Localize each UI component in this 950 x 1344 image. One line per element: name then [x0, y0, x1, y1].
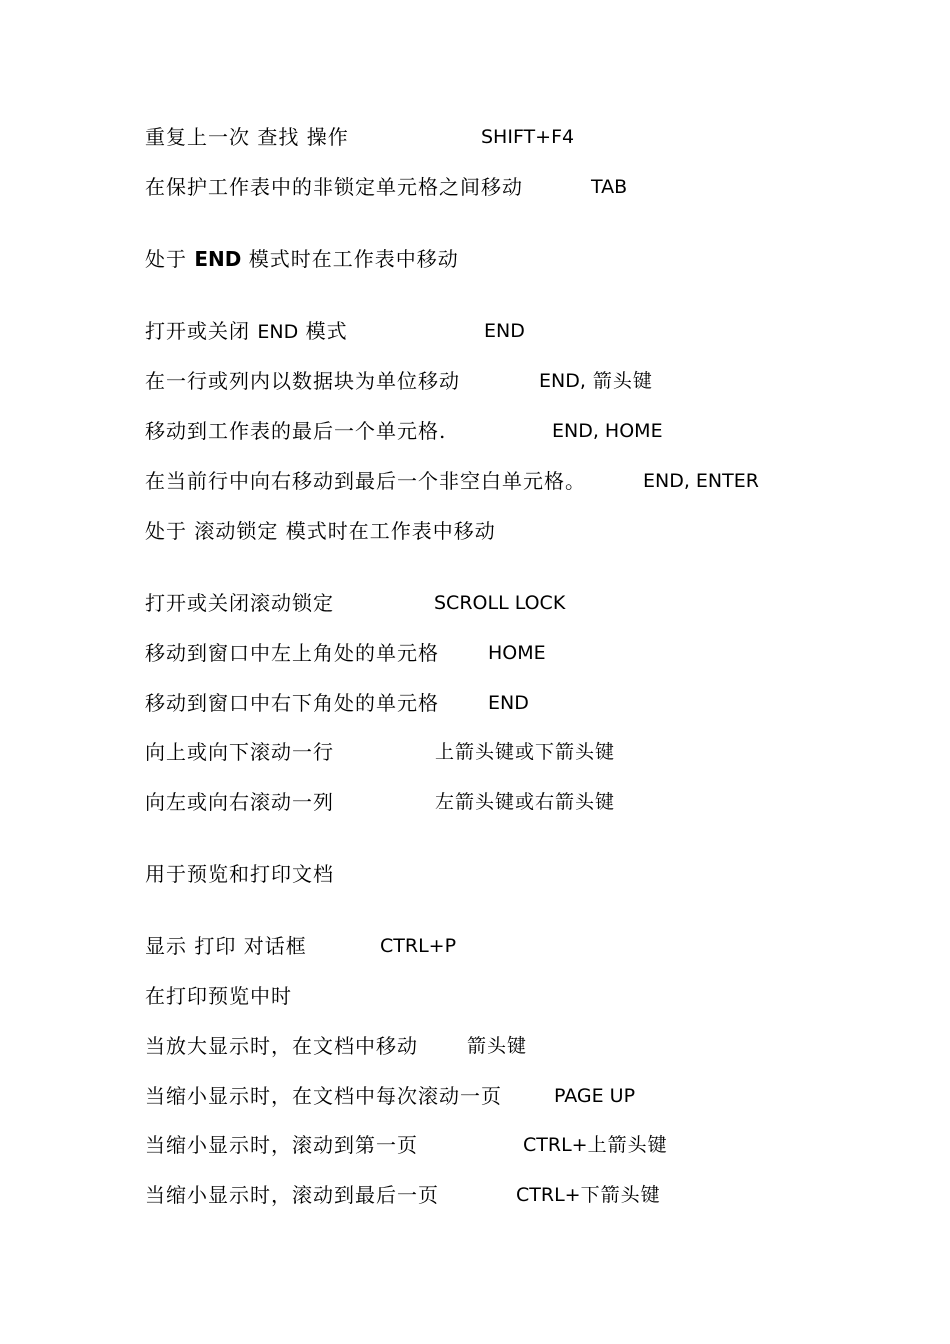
shortcut-key	[539, 366, 653, 396]
shortcut-key: END	[488, 692, 529, 714]
shortcut-description: 在当前行中向右移动到最后一个非空白单元格。	[145, 469, 586, 493]
shortcut-description: 重复上一次 查找 操作	[145, 125, 349, 149]
shortcut-description: 打开或关闭滚动锁定	[145, 591, 334, 615]
key-latin: END,	[539, 370, 586, 392]
key-cjk: 箭头键	[585, 370, 653, 392]
shortcut-key	[435, 787, 615, 817]
shortcut-key: SCROLL LOCK	[434, 592, 566, 614]
heading-prefix: 处于	[145, 247, 195, 271]
key-cjk: 上箭头键	[587, 1134, 668, 1156]
shortcut-key: TAB	[591, 176, 628, 198]
description-part: 模式	[298, 319, 348, 343]
shortcut-key: END, HOME	[552, 420, 663, 442]
shortcut-description: 移动到窗口中右下角处的单元格	[145, 691, 439, 715]
shortcut-description: 在保护工作表中的非锁定单元格之间移动	[145, 175, 523, 199]
shortcut-description: 当缩小显示时，滚动到最后一页	[145, 1183, 439, 1207]
shortcut-key: CTRL+P	[380, 935, 457, 957]
description-part: 打开或关闭	[145, 319, 258, 343]
shortcut-description: 当缩小显示时，滚动到第一页	[145, 1133, 418, 1157]
shortcut-key: END, ENTER	[643, 470, 759, 492]
shortcut-description	[145, 316, 348, 347]
shortcut-key: PAGE UP	[554, 1085, 636, 1107]
shortcut-description: 当缩小显示时，在文档中每次滚动一页	[145, 1084, 502, 1108]
shortcut-description: 向左或向右滚动一列	[145, 790, 334, 814]
shortcut-key	[523, 1130, 668, 1160]
shortcut-description: 向上或向下滚动一行	[145, 740, 334, 764]
heading-bold-term: END	[194, 247, 242, 271]
shortcut-key: SHIFT+F4	[481, 126, 575, 148]
shortcut-key	[435, 737, 615, 767]
key-latin: CTRL+	[516, 1184, 581, 1206]
section-heading-print: 用于预览和打印文档	[145, 862, 334, 886]
key-cjk: 左箭头键或右箭头键	[435, 791, 616, 813]
key-cjk: 箭头键	[467, 1035, 528, 1057]
shortcut-key: HOME	[488, 642, 546, 664]
section-heading-scroll-lock: 处于 滚动锁定 模式时在工作表中移动	[145, 519, 496, 543]
shortcut-description: 移动到工作表的最后一个单元格.	[145, 419, 447, 443]
key-cjk: 下箭头键	[580, 1184, 661, 1206]
shortcut-key: END	[484, 320, 525, 342]
shortcut-description: 显示 打印 对话框	[145, 934, 307, 958]
shortcut-description: 在打印预览中时	[145, 984, 292, 1008]
shortcut-key	[467, 1031, 527, 1061]
shortcut-description: 当放大显示时，在文档中移动	[145, 1034, 418, 1058]
key-cjk: 上箭头键或下箭头键	[435, 741, 616, 763]
key-latin: CTRL+	[523, 1134, 588, 1156]
shortcut-description: 移动到窗口中左上角处的单元格	[145, 641, 439, 665]
shortcut-description: 在一行或列内以数据块为单位移动	[145, 369, 460, 393]
heading-suffix: 模式时在工作表中移动	[241, 247, 459, 271]
shortcut-key	[516, 1180, 661, 1210]
description-latin-term: END	[257, 321, 299, 343]
section-heading-end-mode	[145, 244, 459, 274]
